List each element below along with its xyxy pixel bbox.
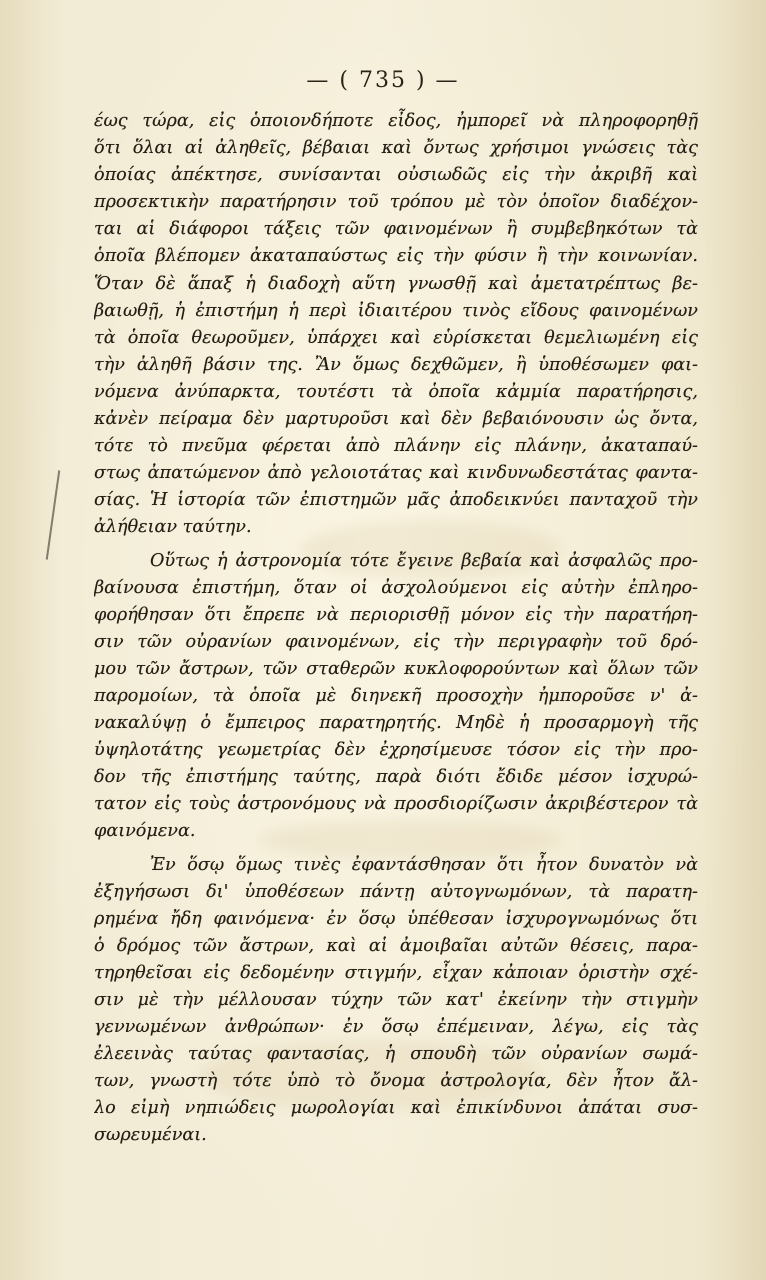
text-line: σωρευμέναι. (94, 1125, 207, 1146)
text-line: ται αἱ διάφοροι τάξεις τῶν φαινομένων ἢ συμβεβηκότων τὰ (94, 219, 698, 240)
text-line: προσεκτικὴν παρατήρησιν τοῦ τρόπου μὲ τὸν ὁποῖον διαδέχον- (94, 192, 698, 213)
text-line: δον τῆς ἐπιστήμης ταύτης, παρὰ διότι ἔδιδε μέσον ἰσχυρώ- (94, 767, 698, 788)
text-line: φαινόμενα. (94, 821, 196, 842)
text-line: βαίνουσα ἐπιστήμη, ὅταν οἱ ἀσχολούμενοι εἰς αὐτὴν ἐπληρο- (94, 577, 698, 598)
text-line: νόμενα ἀνύπαρκτα, τουτέστι τὰ ὁποῖα κἀμμία παρατήρησις, (94, 381, 698, 402)
text-line: ὅτι ὅλαι αἱ ἀληθεῖς, βέβαιαι καὶ ὄντως χρήσιμοι γνώσεις τὰς (94, 138, 698, 159)
text-line: ὁποίας ἀπέκτησε, συνίσανται οὐσιωδῶς εἰς τὴν ἀκριβῆ καὶ (94, 165, 698, 186)
text-line: ἀλήθειαν ταύτην. (94, 517, 252, 538)
text-line: στως ἀπατώμενον ἀπὸ γελοιοτάτας καὶ κινδυνωδεστάτας φαντα- (94, 463, 698, 484)
margin-pencil-mark (46, 470, 61, 559)
text-line: σιν τῶν οὐρανίων φαινομένων, εἰς τὴν περιγραφὴν τοῦ δρό- (94, 631, 698, 652)
text-line: μου τῶν ἄστρων, τῶν σταθερῶν κυκλοφορούντων καὶ ὅλων τῶν (94, 658, 698, 679)
text-line: Οὕτως ἡ ἀστρονομία τότε ἔγεινε βεβαία καὶ ἀσφαλῶς προ- (150, 550, 698, 571)
text-line: ὁποῖα βλέπομεν ἀκαταπαύστως εἰς τὴν φύσιν ἢ τὴν κοινωνίαν. (94, 246, 698, 267)
paragraph (94, 548, 698, 846)
text-line: λο εἰμὴ νηπιώδεις μωρολογίαι καὶ ἐπικίνδυνοι ἀπάται συσ- (94, 1098, 698, 1119)
text-line: ὁ δρόμος τῶν ἄστρων, καὶ αἱ ἀμοιβαῖαι αὐτῶν θέσεις, παρα- (94, 935, 698, 956)
text-line: γεννωμένων ἀνθρώπων· ἐν ὅσῳ ἐπέμειναν, λέγω, εἰς τὰς (94, 1017, 698, 1038)
text-line: τὴν ἀληθῆ βάσιν της. Ἂν ὅμως δεχθῶμεν, ἢ ὑποθέσωμεν φαι- (94, 354, 698, 375)
text-line: έως τώρα, εἰς ὁποιονδήποτε εἶδος, ἠμπορεῖ νὰ πληροφορηθῇ (94, 111, 698, 131)
text-line: τατον εἰς τοὺς ἀστρονόμους νὰ προσδιορίζωσιν ἀκριβέστερον τὰ (94, 794, 698, 815)
text-line: βαιωθῇ, ἡ ἐπιστήμη ἡ περὶ ἰδιαιτέρου τινὸς εἴδους φαινομένων (94, 300, 698, 321)
text-line: φορήθησαν ὅτι ἔπρεπε νὰ περιορισθῇ μόνον εἰς τὴν παρατήρη- (94, 604, 698, 625)
text-line: των, γνωστὴ τότε ὑπὸ τὸ ὄνομα ἀστρολογία, δὲν ἦτον ἄλ- (94, 1071, 698, 1092)
page-number: — ( 735 ) — (306, 68, 460, 93)
text-line: Ἐν ὅσῳ ὅμως τινὲς ἐφαντάσθησαν ὅτι ἦτον δυνατὸν νὰ (150, 854, 698, 875)
text-line: τότε τὸ πνεῦμα φέρεται ἀπὸ πλάνην εἰς πλάνην, ἀκαταπαύ- (94, 436, 698, 457)
text-line: παρομοίων, τὰ ὁποῖα μὲ διηνεκῆ προσοχὴν ἠμποροῦσε ν' ἀ- (94, 685, 698, 706)
paragraph (94, 852, 698, 1150)
text-line: κἀνὲν πείραμα δὲν μαρτυροῦσι καὶ δὲν βεβαιόνουσιν ὡς ὄντα, (94, 409, 698, 430)
text-line: Ὅταν δὲ ἅπαξ ἡ διαδοχὴ αὕτη γνωσθῇ καὶ ἀμετατρέπτως βε- (94, 273, 698, 294)
text-line: σίας. Ἡ ἱστορία τῶν ἐπιστημῶν μᾶς ἀποδεικνύει πανταχοῦ τὴν (94, 490, 698, 511)
text-line: ἐλεεινὰς ταύτας φαντασίας, ἡ σπουδὴ τῶν οὐρανίων σωμά- (94, 1044, 698, 1065)
text-line: τὰ ὁποῖα θεωροῦμεν, ὑπάρχει καὶ εὑρίσκεται θεμελιωμένη εἰς (94, 327, 698, 348)
text-line: τηρηθεῖσαι εἰς δεδομένην στιγμήν, εἶχαν κἀποιαν ὁριστὴν σχέ- (94, 962, 698, 983)
text-line: νακαλύψῃ ὁ ἔμπειρος παρατηρητής. Μηδὲ ἡ προσαρμογὴ τῆς (94, 713, 698, 734)
text-line: ρημένα ἤδη φαινόμενα· ἐν ὅσῳ ὑπέθεσαν ἰσχυρογνωμόνως ὅτι (94, 908, 698, 929)
page-text (94, 108, 698, 1150)
paragraph (94, 108, 698, 542)
text-line: σιν μὲ τὴν μέλλουσαν τύχην τῶν κατ' ἐκείνην τὴν στιγμὴν (94, 990, 698, 1010)
text-line: ὑψηλοτάτης γεωμετρίας δὲν ἐχρησίμευσε τόσον εἰς τὴν προ- (94, 740, 698, 761)
text-line: ἐξηγήσωσι δι' ὑποθέσεων πάντῃ αὐτογνωμόνων, τὰ παρατη- (94, 881, 698, 902)
